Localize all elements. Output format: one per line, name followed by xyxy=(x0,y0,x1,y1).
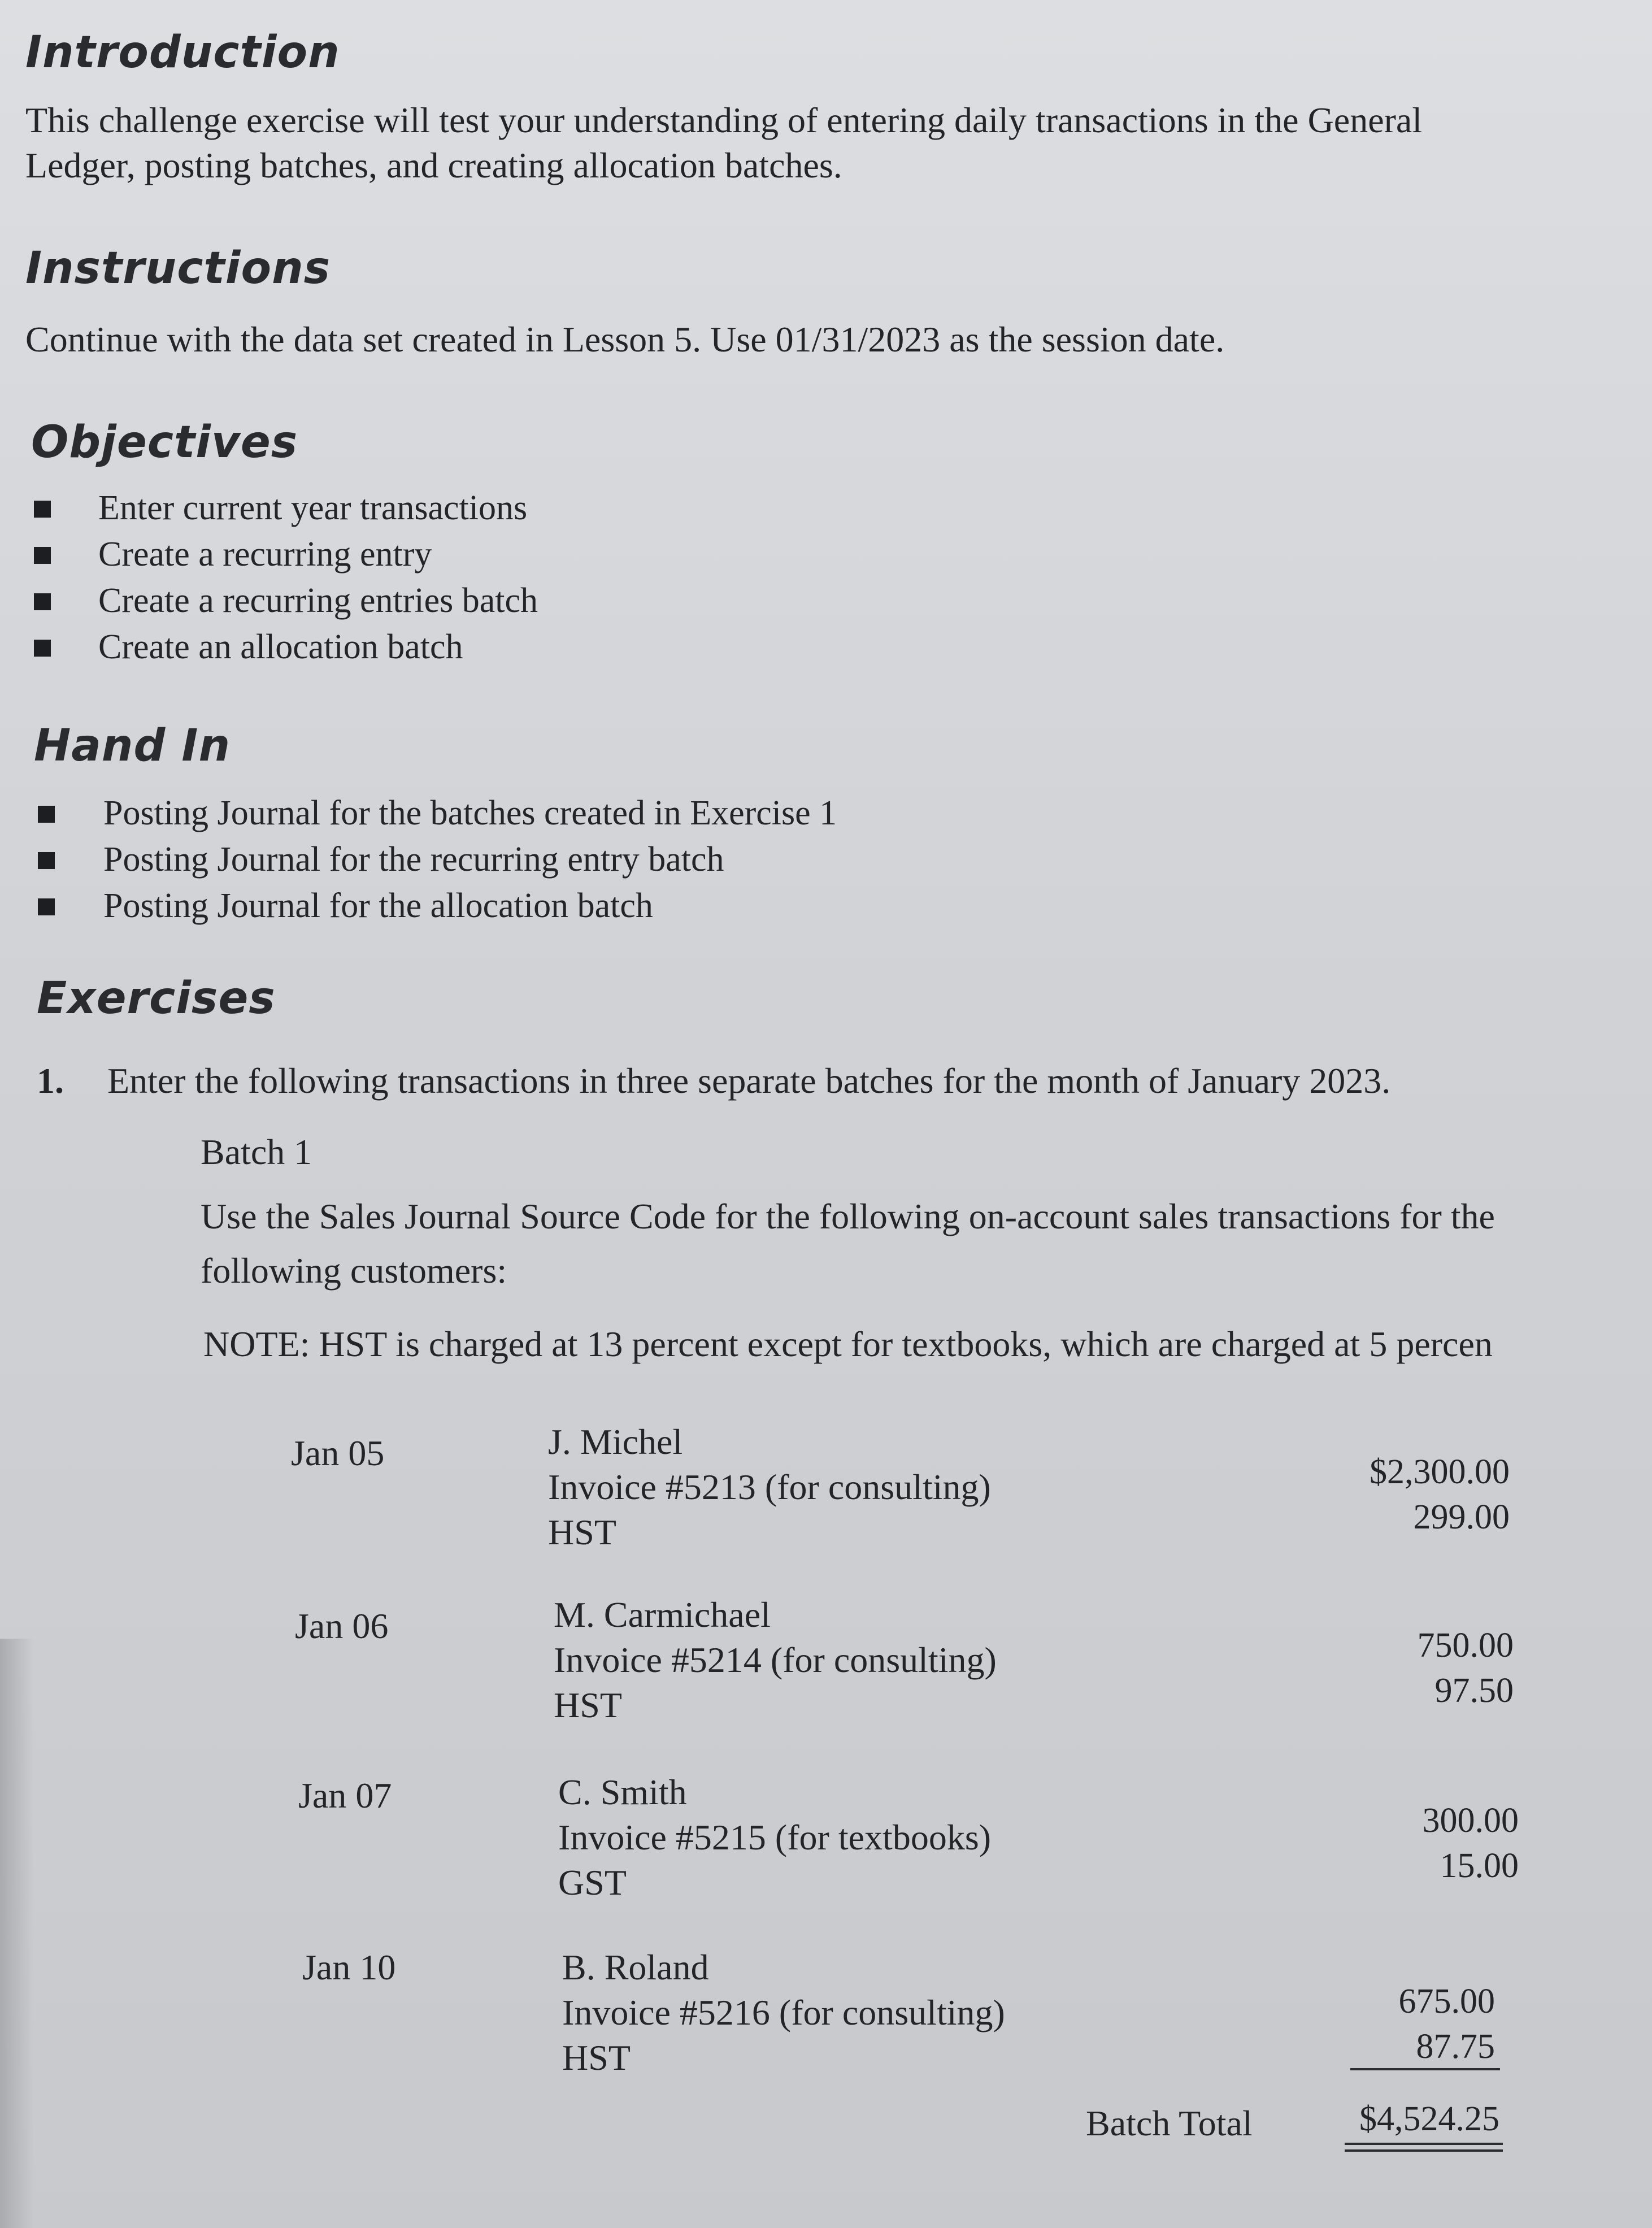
list-item: Create a recurring entries batch xyxy=(23,577,701,624)
customer-name: B. Roland xyxy=(562,1947,709,1987)
exercises-heading: Exercises xyxy=(37,973,276,1024)
transaction-amounts xyxy=(1399,1979,1496,2069)
bullet-icon xyxy=(34,547,51,564)
bullet-icon xyxy=(38,852,55,869)
tax-label: HST xyxy=(554,1685,622,1725)
list-item: Posting Journal for the recurring entry batch xyxy=(25,836,986,883)
transaction-date: Jan 07 xyxy=(298,1775,392,1816)
exercise-1-text: Enter the following transactions in three separate batches for the month of January 2023. xyxy=(107,1061,1391,1101)
transaction-date: Jan 06 xyxy=(295,1606,389,1646)
bullet-icon xyxy=(34,593,51,610)
invoice-description: Invoice #5216 (for consulting) xyxy=(562,1992,1005,2032)
tax-label: HST xyxy=(548,1512,616,1552)
transaction-date: Jan 10 xyxy=(302,1947,396,1987)
transaction-details xyxy=(562,1945,1005,2081)
tax-amount: 97.50 xyxy=(1434,1671,1514,1710)
introduction-line-1: This challenge exercise will test your understanding of entering daily transactions in the General xyxy=(25,100,1423,140)
introduction-heading: Introduction xyxy=(25,27,340,78)
tax-label: HST xyxy=(562,2038,631,2078)
hst-note: NOTE: HST is charged at 13 percent except for textbooks, which are charged at 5 percen xyxy=(203,1324,1493,1364)
invoice-description: Invoice #5213 (for consulting) xyxy=(548,1467,991,1507)
tax-amount: 87.75 xyxy=(1416,2027,1495,2066)
tax-amount: 15.00 xyxy=(1440,1847,1519,1885)
batch-total-label: Batch Total xyxy=(1086,2103,1253,2143)
transaction-amounts xyxy=(1370,1449,1510,1540)
objectives-list xyxy=(23,485,701,670)
introduction-line-2: Ledger, posting batches, and creating allocation batches. xyxy=(25,145,842,185)
instructions-heading: Instructions xyxy=(25,243,331,294)
customer-name: J. Michel xyxy=(548,1422,683,1462)
transaction-details xyxy=(548,1419,991,1555)
batch-title: Batch 1 xyxy=(201,1132,312,1172)
bullet-icon xyxy=(38,806,55,823)
instructions-text: Continue with the data set created in Lesson 5. Use 01/31/2023 as the session date. xyxy=(25,319,1225,359)
page-edge-shadow xyxy=(0,1639,34,2228)
invoice-description: Invoice #5215 (for textbooks) xyxy=(558,1817,992,1857)
tax-amount: 299.00 xyxy=(1413,1498,1510,1536)
invoice-amount: $2,300.00 xyxy=(1370,1453,1510,1491)
transaction-details xyxy=(558,1770,991,1905)
tax-label: GST xyxy=(558,1862,627,1903)
list-item: Posting Journal for the allocation batch xyxy=(25,883,986,929)
exercise-number: 1. xyxy=(37,1061,64,1101)
hand-in-list xyxy=(25,790,986,929)
transaction-amounts xyxy=(1418,1623,1514,1713)
list-item: Enter current year transactions xyxy=(23,485,701,531)
list-item: Create an allocation batch xyxy=(23,624,701,670)
customer-name: M. Carmichael xyxy=(554,1595,771,1635)
customer-name: C. Smith xyxy=(558,1772,687,1812)
source-code-line-1: Use the Sales Journal Source Code for the following on-account sales transactions for the xyxy=(201,1196,1495,1236)
invoice-amount: 750.00 xyxy=(1417,1626,1514,1665)
bullet-icon xyxy=(38,898,55,915)
invoice-description: Invoice #5214 (for consulting) xyxy=(554,1640,997,1680)
source-code-line-2: following customers: xyxy=(201,1250,507,1291)
subtotal-rule xyxy=(1350,2068,1500,2070)
transaction-details xyxy=(554,1592,997,1728)
objectives-heading: Objectives xyxy=(31,417,298,468)
batch-total-double-rule xyxy=(1345,2143,1503,2152)
list-item: Posting Journal for the batches created in Exercise 1 xyxy=(25,790,986,836)
transaction-date: Jan 05 xyxy=(291,1433,385,1473)
list-item: Create a recurring entry xyxy=(23,531,701,577)
transaction-amounts xyxy=(1423,1798,1519,1888)
hand-in-heading: Hand In xyxy=(34,720,231,771)
batch-total-value: $4,524.25 xyxy=(1359,2100,1499,2138)
invoice-amount: 300.00 xyxy=(1422,1801,1519,1840)
bullet-icon xyxy=(34,501,51,518)
bullet-icon xyxy=(34,640,51,657)
invoice-amount: 675.00 xyxy=(1398,1982,1495,2021)
